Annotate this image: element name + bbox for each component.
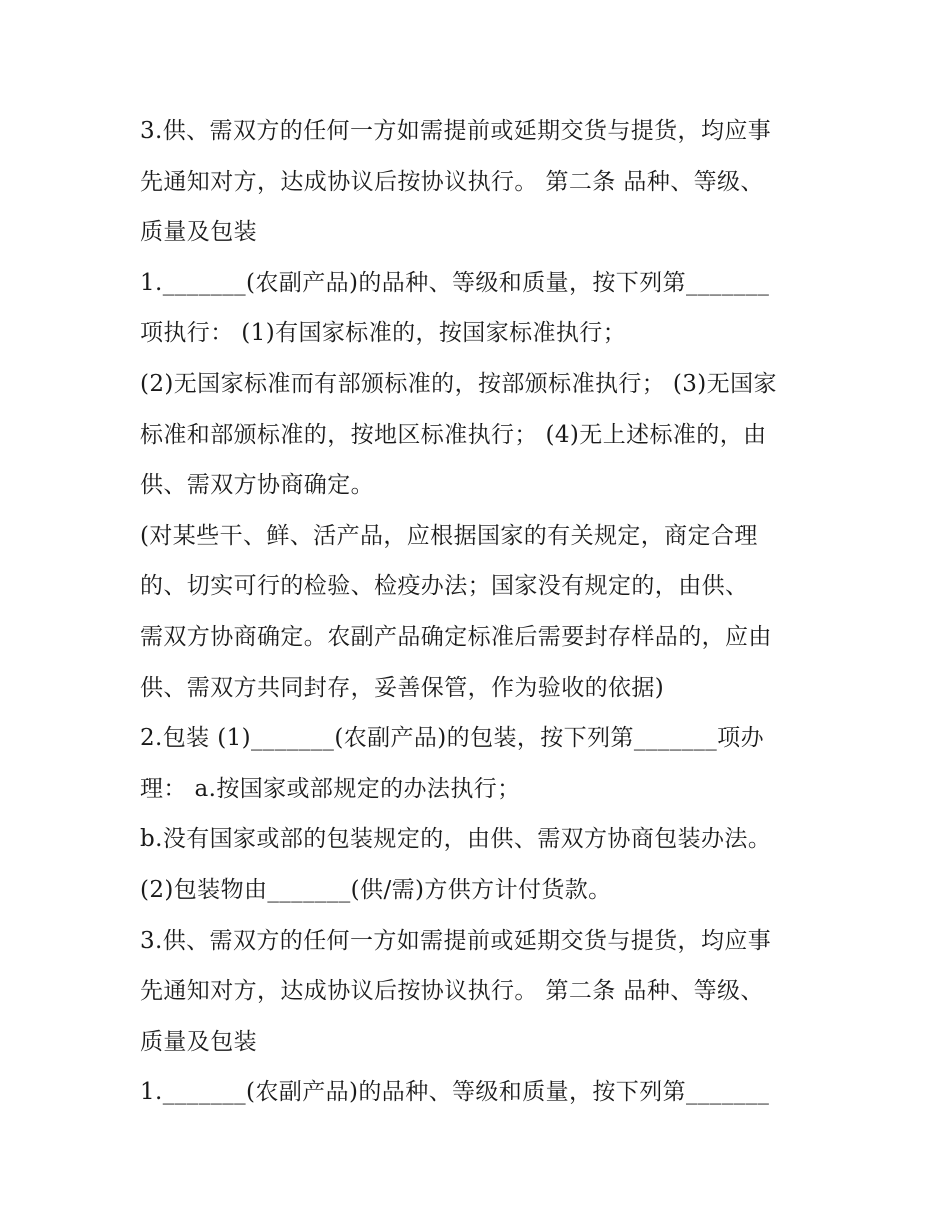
text-line: 供、需双方协商确定。	[140, 472, 374, 499]
text-line: 需双方协商确定。农副产品确定标准后需要封存样品的，应由	[140, 623, 772, 650]
text-line: (2)无国家标准而有部颁标准的，按部颁标准执行； (3)无国家	[140, 370, 777, 397]
text-line: 先通知对方，达成协议后按协议执行。 第二条 品种、等级、	[140, 168, 764, 195]
text-line: b.没有国家或部的包装规定的，由供、需双方协商包装办法。	[140, 826, 772, 853]
text-line: (2)包装物由_______(供/需)方供方计付货款。	[140, 876, 612, 903]
text-line: 3.供、需双方的任何一方如需提前或延期交货与提货，均应事	[140, 927, 772, 954]
text-line: 的、切实可行的检验、检疫办法；国家没有规定的，由供、	[140, 573, 749, 600]
document-body	[140, 106, 830, 1118]
text-line: 项执行： (1)有国家标准的，按国家标准执行；	[140, 320, 627, 347]
text-line: 1._______(农副产品)的品种、等级和质量，按下列第_______	[140, 269, 770, 296]
text-line: 2.包装 (1)_______(农副产品)的包装，按下列第_______项办	[140, 725, 764, 752]
text-line: 质量及包装	[140, 219, 257, 246]
text-line: 标准和部颁标准的，按地区标准执行； (4)无上述标准的，由	[140, 421, 767, 448]
text-line: 质量及包装	[140, 1028, 257, 1055]
text-line: (对某些干、鲜、活产品，应根据国家的有关规定，商定合理	[140, 522, 758, 549]
text-line: 3.供、需双方的任何一方如需提前或延期交货与提货，均应事	[140, 118, 772, 144]
text-line: 1._______(农副产品)的品种、等级和质量，按下列第_______	[140, 1079, 770, 1106]
text-line: 供、需双方共同封存，妥善保管，作为验收的依据)	[140, 674, 665, 701]
text-line: 先通知对方，达成协议后按协议执行。 第二条 品种、等级、	[140, 978, 764, 1005]
text-line: 理： a.按国家或部规定的办法执行；	[140, 775, 521, 802]
